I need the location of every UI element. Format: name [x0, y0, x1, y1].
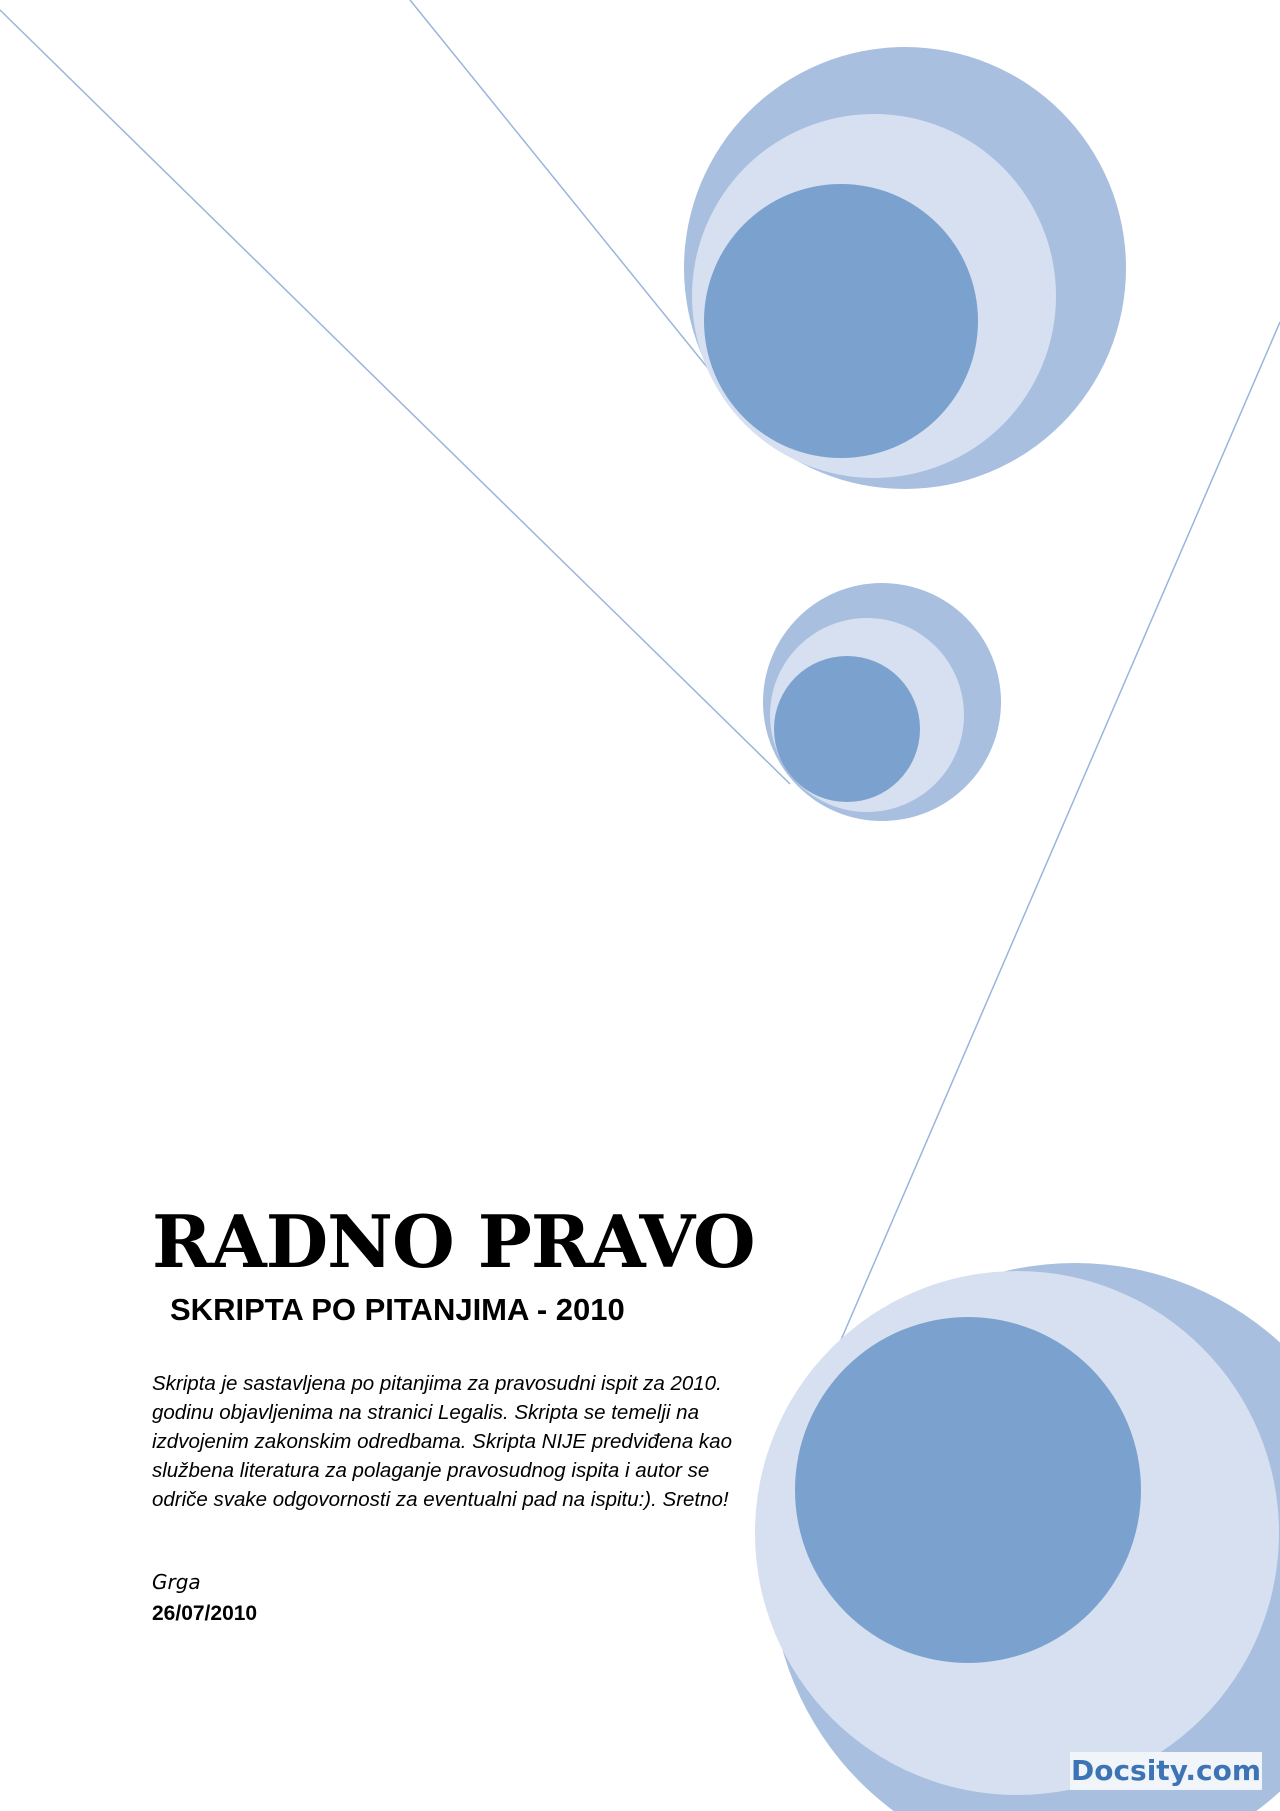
- inner-disc: [704, 184, 978, 458]
- diagonal-line-middle: [410, 0, 728, 393]
- circle-group-middle: [763, 583, 1001, 821]
- inner-disc: [774, 656, 920, 802]
- inner-disc: [795, 1317, 1141, 1663]
- circle-group-bottom: [755, 1263, 1280, 1811]
- author-signature: Grga: [152, 1570, 201, 1594]
- document-subtitle: SKRIPTA PO PITANJIMA - 2010: [170, 1292, 625, 1327]
- document-abstract: Skripta je sastavljena po pitanjima za pravosudni ispit za 2010. godinu objavljenima na stranici Legalis. Skripta se temelji na izdvojenim zakonskim odredbama. Skripta NIJE predviđena kao službena literatura za polaganje pravosudnog ispita i autor se odriče svake odgovornosti za eventualni pad na ispitu:). Sretno!: [152, 1372, 732, 1511]
- circle-group-top: [684, 47, 1126, 489]
- document-title: RADNO PRAVO: [152, 1199, 755, 1284]
- diagonal-line-left: [0, 10, 790, 784]
- docsity-watermark: Docsity.com: [1070, 1752, 1262, 1790]
- document-date: 26/07/2010: [152, 1602, 258, 1625]
